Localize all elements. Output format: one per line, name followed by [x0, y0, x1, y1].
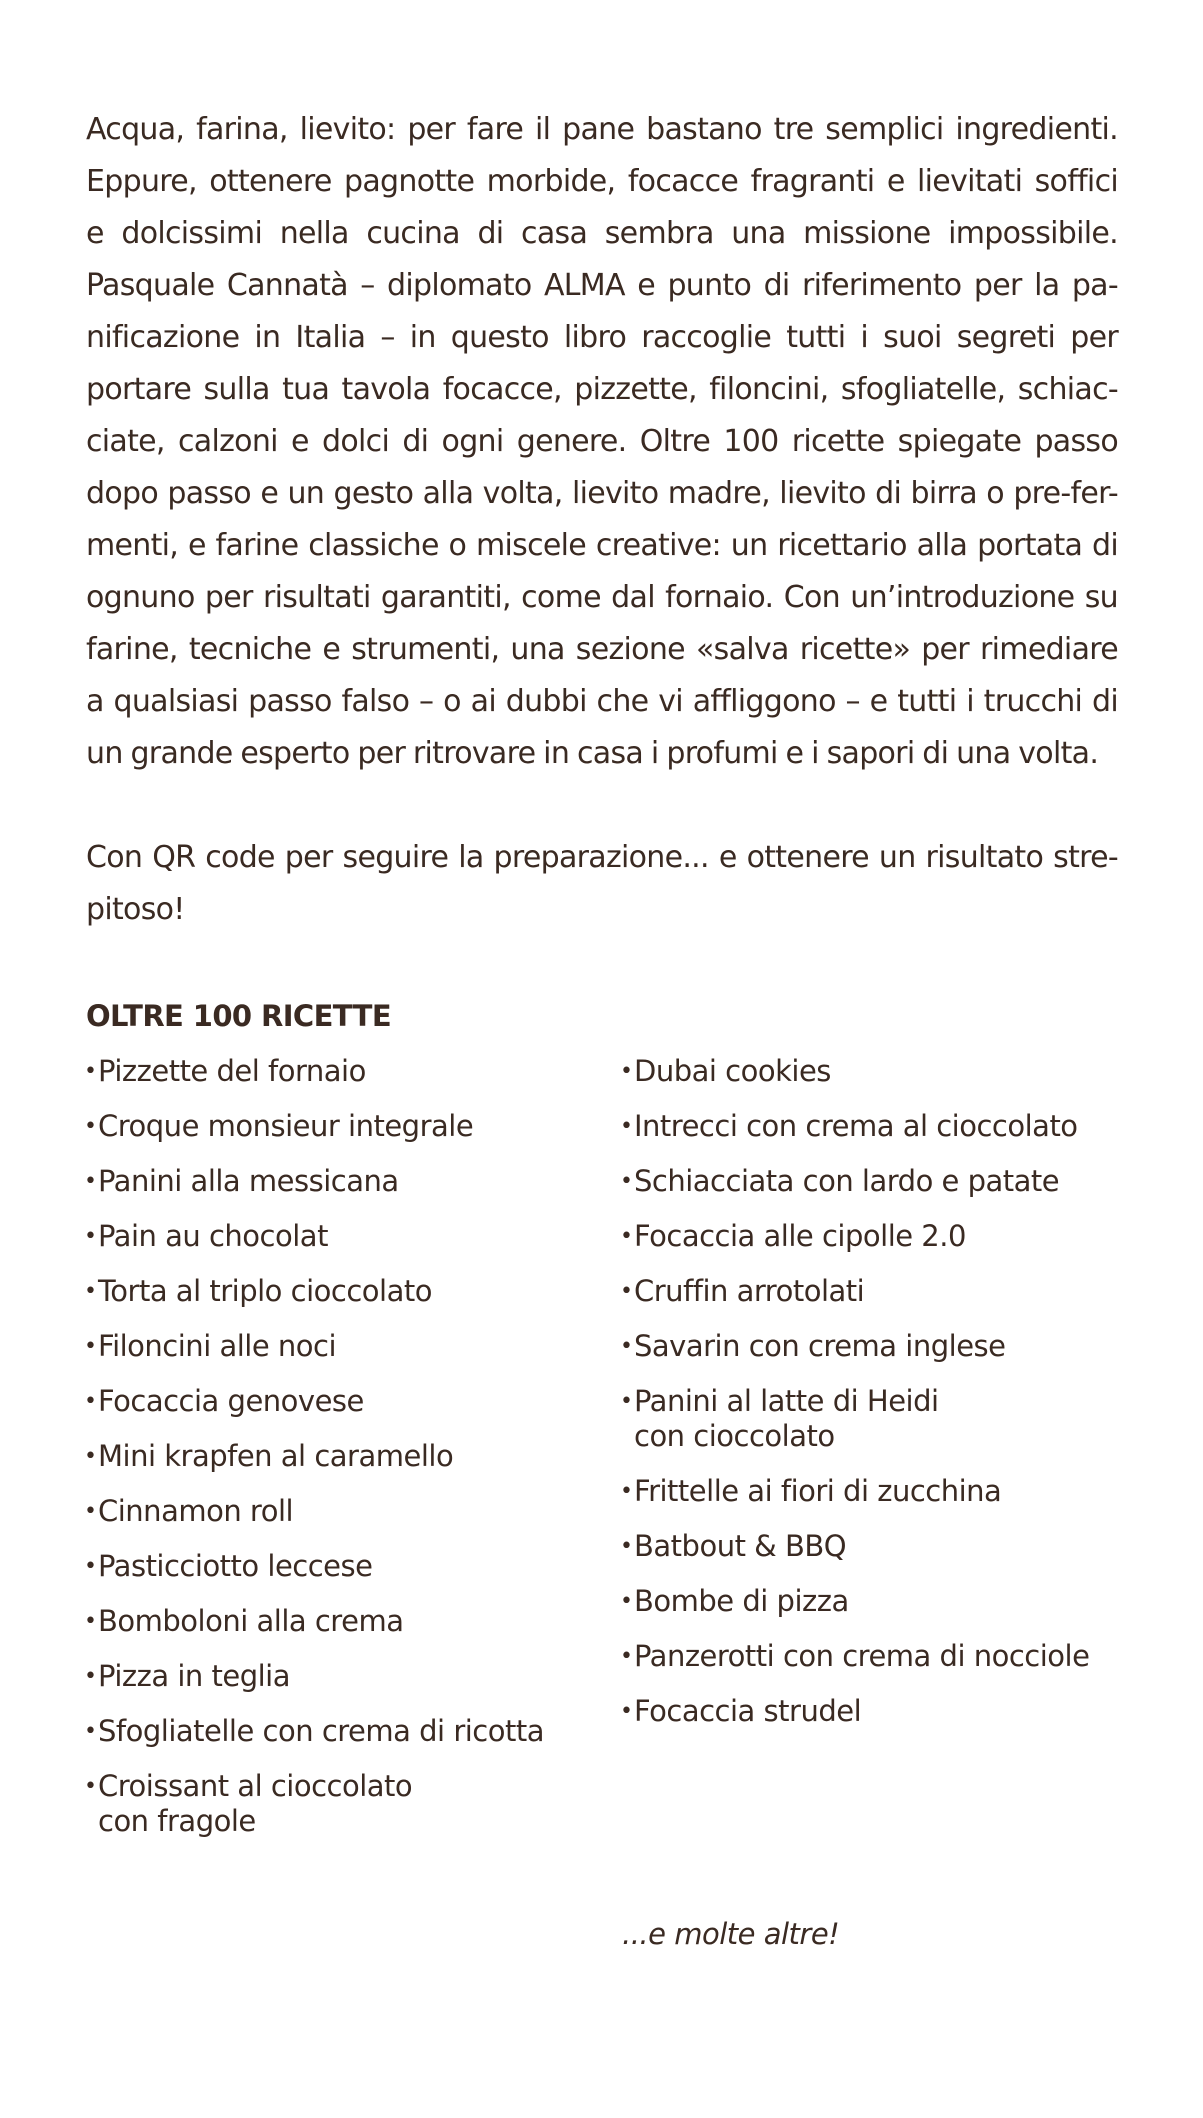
- bullet-icon: •: [84, 1444, 97, 1469]
- bullet-icon: •: [620, 1644, 633, 1669]
- recipe-item: [620, 1329, 1140, 1364]
- bullet-icon: •: [84, 1664, 97, 1689]
- recipe-item: [620, 1164, 1140, 1199]
- bullet-icon: •: [84, 1059, 97, 1084]
- qr-note-line: pitoso!: [86, 892, 185, 927]
- recipe-name: Pasticciotto leccese: [98, 1549, 373, 1583]
- bullet-icon: •: [84, 1224, 97, 1249]
- recipe-name: Pain au chocolat: [98, 1219, 328, 1253]
- recipe-name: Focaccia alle cipolle 2.0: [634, 1219, 966, 1253]
- recipe-item: [620, 1694, 1140, 1729]
- recipe-name: Torta al triplo cioccolato: [98, 1274, 432, 1308]
- recipe-name: Batbout & BBQ: [634, 1529, 847, 1563]
- recipe-item: [84, 1549, 604, 1584]
- recipe-item: [84, 1714, 604, 1749]
- recipe-item: [620, 1584, 1140, 1619]
- recipe-name: Savarin con crema inglese: [634, 1329, 1006, 1363]
- bullet-icon: •: [84, 1169, 97, 1194]
- recipe-item: [620, 1219, 1140, 1254]
- bullet-icon: •: [84, 1389, 97, 1414]
- recipe-item: [620, 1109, 1140, 1144]
- bullet-icon: •: [620, 1059, 633, 1084]
- recipe-name: Sfogliatelle con crema di ricotta: [98, 1714, 544, 1748]
- description-line: ciate, calzoni e dolci di ogni genere. Oltre 100 ricette spiegate passo: [86, 424, 1118, 459]
- back-cover: [84, 104, 1118, 1951]
- bullet-icon: •: [84, 1609, 97, 1634]
- recipe-item: [620, 1639, 1140, 1674]
- bullet-icon: •: [620, 1699, 633, 1724]
- description-line: portare sulla tua tavola focacce, pizzette, filoncini, sfogliatelle, schiac-: [86, 372, 1118, 407]
- bullet-icon: •: [84, 1279, 97, 1304]
- bullet-icon: •: [620, 1169, 633, 1194]
- description-line: dopo passo e un gesto alla volta, lievito madre, lievito di birra o pre-fer-: [86, 476, 1118, 511]
- description-line: Eppure, ottenere pagnotte morbide, focacce fragranti e lievitati soffici: [86, 164, 1118, 199]
- recipe-list-left: [84, 1054, 604, 1859]
- description-line: a qualsiasi passo falso – o ai dubbi che vi affliggono – e tutti i trucchi di: [86, 684, 1118, 719]
- description-line: e dolcissimi nella cucina di casa sembra una missione impossibile.: [86, 216, 1118, 251]
- bullet-icon: •: [84, 1719, 97, 1744]
- recipe-item: [84, 1494, 604, 1529]
- description-line: farine, tecniche e strumenti, una sezione «salva ricette» per rimediare: [86, 632, 1118, 667]
- qr-note-line: Con QR code per seguire la preparazione... e ottenere un risultato stre-: [86, 840, 1118, 875]
- recipe-item: [84, 1604, 604, 1639]
- book-description: [86, 104, 1118, 780]
- qr-code-note: [86, 832, 1118, 936]
- recipe-name: Cruffin arrotolati: [634, 1274, 865, 1308]
- more-recipes-note: ...e molte altre!: [622, 1917, 840, 1951]
- bullet-icon: •: [84, 1334, 97, 1359]
- description-line: nificazione in Italia – in questo libro raccoglie tutti i suoi segreti per: [86, 320, 1118, 355]
- recipe-item: [84, 1274, 604, 1309]
- recipes-heading: OLTRE 100 RICETTE: [86, 999, 392, 1033]
- description-line: Pasquale Cannatà – diplomato ALMA e punto di riferimento per la pa-: [86, 268, 1118, 303]
- recipe-name: Pizza in teglia: [98, 1659, 291, 1693]
- bullet-icon: •: [620, 1479, 633, 1504]
- recipe-item: [620, 1474, 1140, 1509]
- recipe-item: [620, 1274, 1140, 1309]
- recipe-name: Mini krapfen al caramello: [98, 1439, 454, 1473]
- bullet-icon: •: [84, 1774, 97, 1799]
- recipe-item: [84, 1659, 604, 1694]
- recipe-name: Dubai cookies: [634, 1054, 831, 1088]
- recipe-item: [84, 1769, 604, 1839]
- recipe-name: Focaccia strudel: [634, 1694, 862, 1728]
- recipe-name: Schiacciata con lardo e patate: [634, 1164, 1060, 1198]
- description-line: Acqua, farina, lievito: per fare il pane bastano tre semplici ingredienti.: [86, 112, 1118, 147]
- recipe-name: Frittelle ai fiori di zucchina: [634, 1474, 1002, 1508]
- description-line: menti, e farine classiche o miscele creative: un ricettario alla portata di: [86, 528, 1118, 563]
- recipe-item: [84, 1219, 604, 1254]
- recipe-item: [620, 1529, 1140, 1564]
- bullet-icon: •: [620, 1114, 633, 1139]
- description-line: un grande esperto per ritrovare in casa i profumi e i sapori di una volta.: [86, 736, 1099, 771]
- recipe-list-right: [620, 1054, 1140, 1749]
- bullet-icon: •: [620, 1334, 633, 1359]
- recipe-item: [84, 1439, 604, 1474]
- recipe-item: [84, 1329, 604, 1364]
- recipe-item: [84, 1164, 604, 1199]
- recipe-name: Panini al latte di Heidi con cioccolato: [634, 1384, 939, 1453]
- recipe-name: Croissant al cioccolato con fragole: [98, 1769, 413, 1838]
- bullet-icon: •: [620, 1224, 633, 1249]
- bullet-icon: •: [620, 1589, 633, 1614]
- bullet-icon: •: [620, 1534, 633, 1559]
- recipe-name: Focaccia genovese: [98, 1384, 364, 1418]
- recipe-name: Pizzette del fornaio: [98, 1054, 366, 1088]
- recipe-name: Panzerotti con crema di nocciole: [634, 1639, 1090, 1673]
- recipe-name: Panini alla messicana: [98, 1164, 399, 1198]
- recipe-name: Cinnamon roll: [98, 1494, 294, 1528]
- bullet-icon: •: [84, 1114, 97, 1139]
- bullet-icon: •: [84, 1499, 97, 1524]
- recipe-name: Bombe di pizza: [634, 1584, 849, 1618]
- recipe-item: [620, 1054, 1140, 1089]
- recipe-item: [620, 1384, 1140, 1454]
- recipe-name: Croque monsieur integrale: [98, 1109, 474, 1143]
- bullet-icon: •: [620, 1389, 633, 1414]
- bullet-icon: •: [84, 1554, 97, 1579]
- recipe-item: [84, 1109, 604, 1144]
- description-line: ognuno per risultati garantiti, come dal fornaio. Con un’introduzione su: [86, 580, 1118, 615]
- recipe-name: Filoncini alle noci: [98, 1329, 337, 1363]
- recipe-item: [84, 1054, 604, 1089]
- recipe-item: [84, 1384, 604, 1419]
- recipe-name: Intrecci con crema al cioccolato: [634, 1109, 1078, 1143]
- bullet-icon: •: [620, 1279, 633, 1304]
- recipe-name: Bomboloni alla crema: [98, 1604, 404, 1638]
